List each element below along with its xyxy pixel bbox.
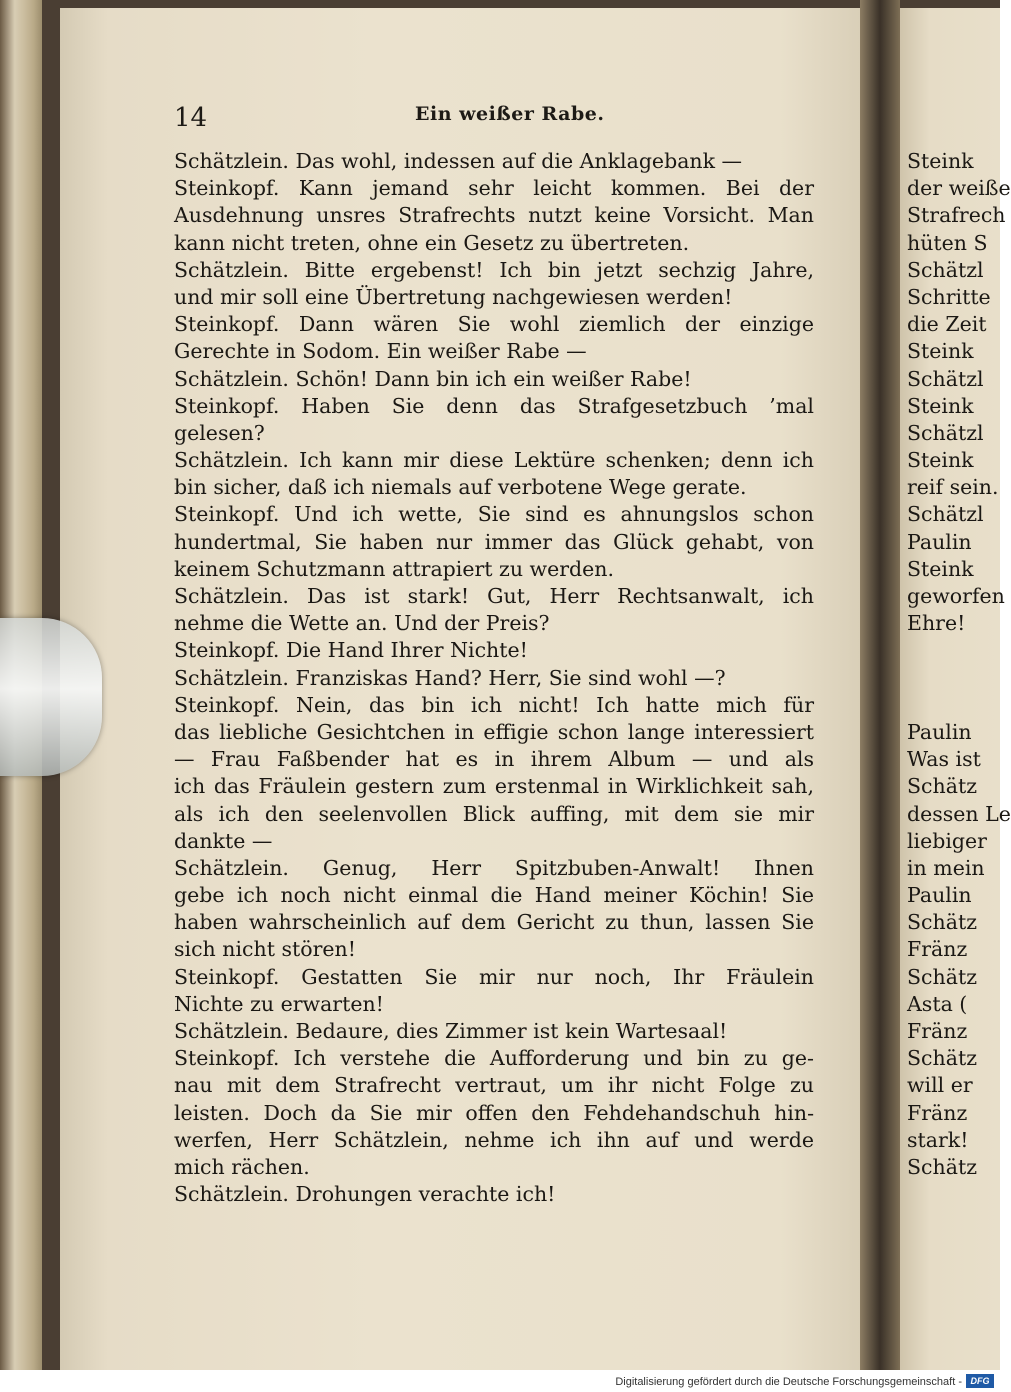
right-page-fragment: Steink (907, 448, 974, 473)
text-line: dankte — (174, 828, 273, 853)
right-page-fragment: Schätzl (907, 257, 984, 282)
text-block (174, 148, 814, 1208)
right-page-fragment: Ehre! (907, 611, 966, 636)
text-line: Nichte zu erwarten! (174, 991, 384, 1016)
right-page-fragment (907, 637, 1007, 664)
text-line: das liebliche Gesichtchen in effigie schon lange interessiert (174, 719, 814, 744)
right-page-fragment: Schätz (907, 774, 977, 799)
right-page-fragment: Schätzl (907, 502, 984, 527)
digitization-credit: Digitalisierung gefördert durch die Deutsche Forschungsgemeinschaft - (615, 1376, 962, 1388)
right-page-fragment: Was ist (907, 747, 981, 772)
text-line: Schätzlein. Schön! Dann bin ich ein weißer Rabe! (174, 366, 692, 391)
text-line: — Frau Faßbender hat es in ihrem Album — und als (174, 747, 814, 772)
text-line: haben wahrscheinlich auf dem Gericht zu thun, lassen Sie (174, 910, 814, 935)
text-line: gebe ich noch nicht einmal die Hand meiner Köchin! Sie (174, 883, 814, 908)
right-page-fragment: geworfen (907, 584, 1005, 608)
right-page-fragment: Fränz (907, 1100, 968, 1125)
text-line: Steinkopf. Und ich wette, Sie sind es ahnungslos schon (174, 502, 814, 527)
text-line: Schätzlein. Bedaure, dies Zimmer ist kein Wartesaal! (174, 1019, 728, 1043)
right-page-fragment: liebiger (907, 828, 987, 853)
text-line: mich rächen. (174, 1154, 310, 1179)
right-page-fragment: Steink (907, 556, 974, 581)
text-line: Steinkopf. Gestatten Sie mir nur noch, Ihr Fräulein (174, 964, 814, 989)
text-line: werfen, Herr Schätzlein, nehme ich ihn auf und werde (174, 1127, 814, 1152)
right-page-fragment: Fränz (907, 1019, 968, 1043)
text-line: nau mit dem Strafrecht vertraut, um ihr nicht Folge zu (174, 1073, 814, 1098)
page-clip (0, 618, 102, 776)
right-page-fragment: will er (907, 1073, 973, 1098)
running-head: Ein weißer Rabe. (415, 103, 605, 125)
right-page-fragment: Steink (907, 149, 974, 173)
text-line: nehme die Wette an. Und der Preis? (174, 611, 550, 636)
text-line: Steinkopf. Kann jemand sehr leicht kommen. Bei der (174, 176, 814, 201)
text-line: Schätzlein. Drohungen verachte ich! (174, 1182, 556, 1207)
text-line: hundertmal, Sie haben nur immer das Glück gehabt, von (174, 529, 814, 554)
right-page-fragment: Schätz (907, 1154, 977, 1179)
text-line: Schätzlein. Genug, Herr Spitzbuben-Anwalt! Ihnen (174, 855, 814, 880)
right-page-fragment: Paulin (907, 529, 972, 554)
right-page-fragment: Schätzl (907, 366, 984, 391)
text-line: bin sicher, daß ich niemals auf verbotene Wege gerate. (174, 475, 747, 500)
text-line: und mir soll eine Übertretung nachgewiesen werden! (174, 284, 733, 309)
right-page-fragment: Paulin (907, 883, 972, 908)
right-page-fragment: Schätzl (907, 420, 984, 445)
text-line: Schätzlein. Franziskas Hand? Herr, Sie sind wohl —? (174, 665, 726, 690)
text-line: keinem Schutzmann attrapiert zu werden. (174, 556, 615, 581)
right-page-fragment (907, 692, 1007, 719)
text-line: Schätzlein. Das wohl, indessen auf die Anklagebank — (174, 149, 743, 173)
text-line: kann nicht treten, ohne ein Gesetz zu übertreten. (174, 230, 690, 255)
text-line: Schätzlein. Das ist stark! Gut, Herr Rechtsanwalt, ich (174, 584, 814, 608)
text-line: ich das Fräulein gestern zum erstenmal in Wirklichkeit sah, (174, 774, 814, 799)
right-page-fragment: Schritte (907, 284, 991, 309)
text-line: Ausdehnung unsres Strafrechts nutzt keine Vorsicht. Man (174, 203, 814, 228)
text-line: leisten. Doch da Sie mir offen den Fehdehandschuh hin- (174, 1100, 814, 1125)
text-line: Steinkopf. Haben Sie denn das Strafgesetzbuch ’mal (174, 393, 814, 418)
right-page-fragment: Fränz (907, 937, 968, 962)
text-line: Schätzlein. Bitte ergebenst! Ich bin jetzt sechzig Jahre, (174, 257, 814, 282)
right-page-fragment: stark! (907, 1127, 969, 1152)
page-number: 14 (174, 103, 208, 133)
right-page-fragment: Strafrech (907, 203, 1006, 228)
text-line: Steinkopf. Dann wären Sie wohl ziemlich der einzige (174, 312, 814, 337)
right-page-fragment: Paulin (907, 719, 972, 744)
right-page-fragment: Asta ( (907, 991, 968, 1016)
text-line: gelesen? (174, 420, 265, 445)
text-line: Steinkopf. Nein, das bin ich nicht! Ich hatte mich für (174, 692, 814, 717)
right-page-fragment: Steink (907, 339, 974, 364)
book-gutter (860, 0, 900, 1370)
right-page-fragment: Schätz (907, 964, 977, 989)
dfg-logo: DFG (966, 1374, 994, 1388)
text-line: Gerechte in Sodom. Ein weißer Rabe — (174, 339, 587, 364)
text-line: sich nicht stören! (174, 937, 356, 962)
right-page-fragment: Steink (907, 393, 974, 418)
right-page-fragment: Schätz (907, 910, 977, 935)
right-page-text-fragments (907, 148, 1011, 1181)
text-line: Steinkopf. Die Hand Ihrer Nichte! (174, 638, 528, 663)
right-page-fragment: reif sein. (907, 475, 999, 500)
text-line: Schätzlein. Ich kann mir diese Lektüre schenken; denn ich (174, 448, 814, 473)
right-page-fragment: der weiße (907, 176, 1011, 201)
right-page-fragment: dessen Le (907, 801, 1011, 826)
right-page-fragment: Schätz (907, 1046, 977, 1071)
right-page-fragment: in mein (907, 855, 985, 880)
right-page-fragment (907, 665, 1007, 692)
right-page-fragment: die Zeit (907, 312, 987, 337)
text-line: als ich den seelenvollen Blick auffing, mit dem sie mir (174, 801, 814, 826)
text-line: Steinkopf. Ich verstehe die Aufforderung und bin zu ge- (174, 1046, 814, 1071)
right-page-fragment: hüten S (907, 230, 988, 255)
